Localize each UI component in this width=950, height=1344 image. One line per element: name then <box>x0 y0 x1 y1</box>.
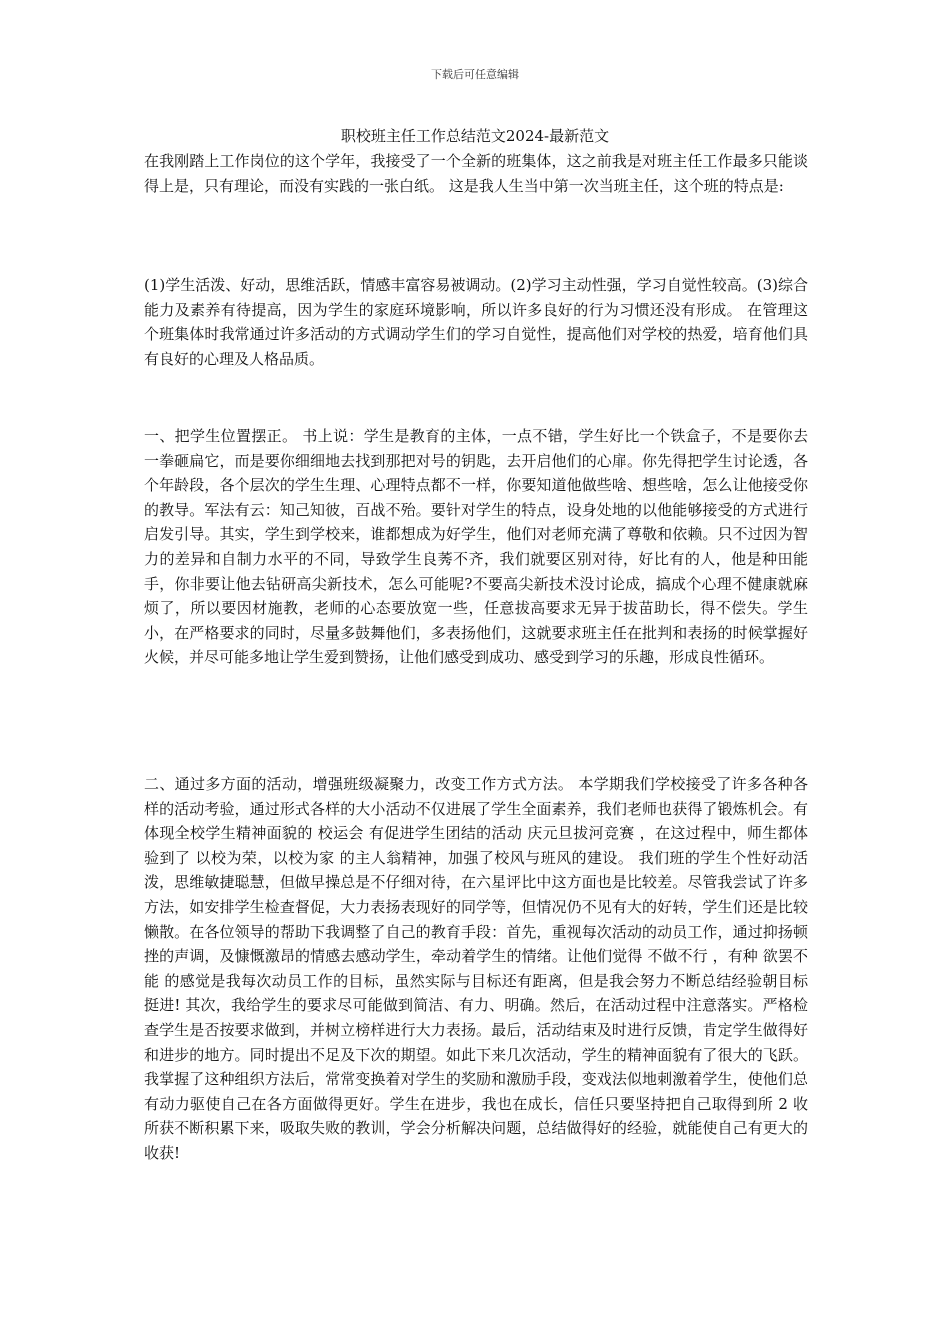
document-title: 职校班主任工作总结范文2024-最新范文 <box>340 127 610 145</box>
paragraph-class-traits: (1)学生活泼、好动，思维活跃，情感丰富容易被调动。(2)学习主动性强，学习自觉性较高。(3)综合能力及素养有待提高，因为学生的家庭环境影响，所以许多良好的行为习惯还没有形成。 在管理这个班集体时我常通过许多活动的方式调动学生们的学习自觉性，提高他们对学校的热爱，培育他们具有良好的心理及人格品质。 <box>144 276 808 368</box>
paragraph-intro: 在我刚踏上工作岗位的这个学年，我接受了一个全新的班集体，这之前我是对班主任工作最多只能谈得上是，只有理论，而没有实践的一张白纸。 这是我人生当中第一次当班主任，这个班的特点是: <box>144 152 808 195</box>
paragraph-section-two: 二、通过多方面的活动，增强班级凝聚力，改变工作方式方法。 本学期我们学校接受了许多各种各样的活动考验，通过形式各样的大小活动不仅进展了学生全面素养，我们老师也获得了锻炼机会。有体现全校学生精神面貌的 校运会 有促进学生团结的活动 庆元旦拔河竞赛 ，在这过程中，师生都体验到了 以校为荣，以校为家 的主人翁精神，加强了校风与班风的建设。 我们班的学生个性好动活泼，思维敏捷聪慧，但做早操总是不仔细对待，在六星评比中这方面也是比较差。尽管我尝试了许多方法，如安排学生检查督促，大力表扬表现好的同学等，但情况仍不见有大的好转，学生们还是比较懒散。在各位领导的帮助下我调整了自己的教育手段：首先，重视每次活动的动员工作，通过抑扬顿挫的声调，及慷慨激昂的情感去感动学生，牵动着学生的情绪。让他们觉得 不做不行 ，有种 欲罢不能 的感觉是我每次动员工作的目标，虽然实际与目标还有距离，但是我会努力不断总结经验朝目标挺进! 其次，我给学生的要求尽可能做到简洁、有力、明确。然后，在活动过程中注意落实。严格检查学生是否按要求做到，并树立榜样进行大力表扬。最后，活动结束及时进行反馈，肯定学生做得好和进步的地方。同时提出不足及下次的期望。如此下来几次活动，学生的精神面貌有了很大的飞跃。我掌握了这种组织方法后，常常变换着对学生的奖励和激励手段，变戏法似地刺激着学生，使他们总有动力驱使自己在各方面做得更好。学生在进步，我也在成长，信任只要坚持把自己取得到所 2 收所获不断积累下来，吸取失败的教训，学会分析解决问题，总结做得好的经验，就能使自己有更大的收获! <box>144 775 808 1162</box>
paragraph-section-one: 一、把学生位置摆正。 书上说：学生是教育的主体，一点不错，学生好比一个铁盒子，不是要你去一拳砸扁它，而是要你细细地去找到那把对号的钥匙，去开启他们的心扉。你先得把学生讨论透，各个年龄段，各个层次的学生生理、心理特点都不一样，你要知道他做些啥、想些啥，怎么让他接受你的教导。军法有云：知己知彼，百战不殆。要针对学生的特点，设身处地的以他能够接受的方式进行启发引导。其实，学生到学校来，谁都想成为好学生，他们对老师充满了尊敬和依赖。只不过因为智力的差异和自制力水平的不同，导致学生良莠不齐，我们就要区别对待，好比有的人，他是种田能手，你非要让他去钻研高尖新技术，怎么可能呢?不要高尖新技术没讨论成，搞成个心理不健康就麻烦了，所以要因材施教，老师的心态要放宽一些，任意拔高要求无异于拔苗助长，得不偿失。学生小，在严格要求的同时，尽量多鼓舞他们，多表扬他们，这就要求班主任在批判和表扬的时候掌握好火候，并尽可能多地让学生爱到赞扬，让他们感受到成功、感受到学习的乐趣，形成良性循环。 <box>144 427 808 667</box>
header-note: 下载后可任意编辑 <box>431 68 519 81</box>
